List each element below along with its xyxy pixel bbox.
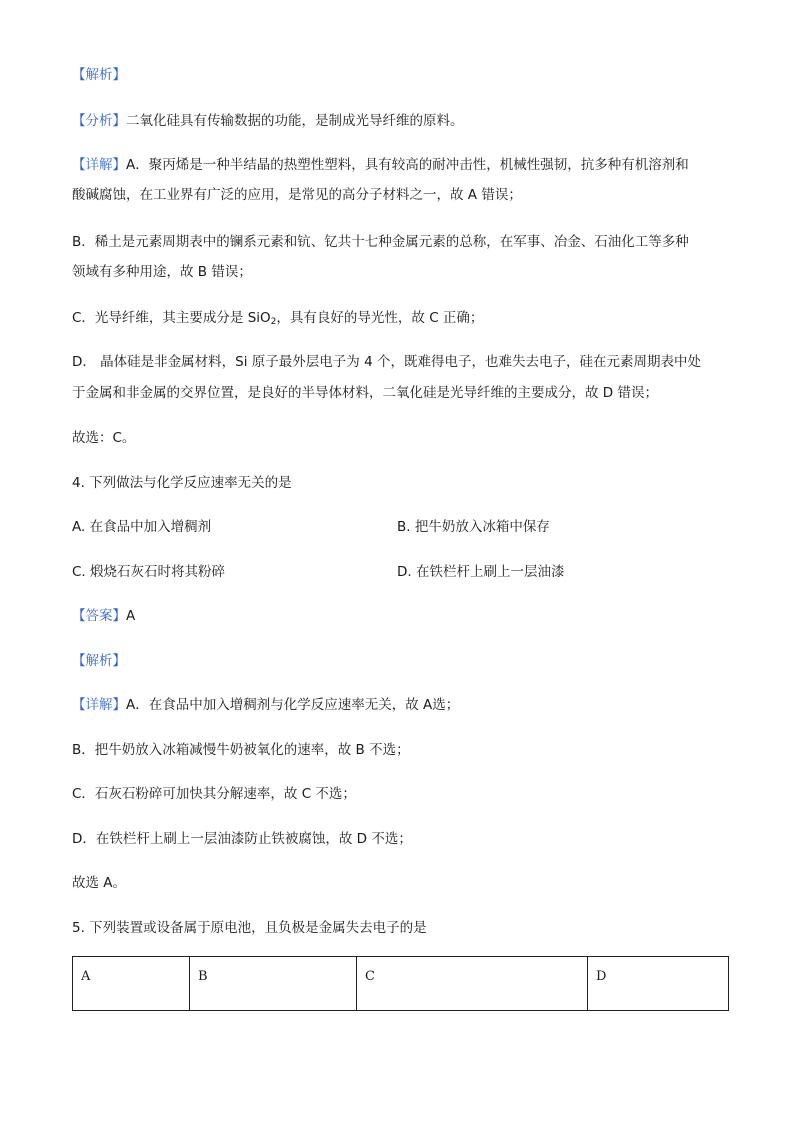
- q4-choice: 故选 A。: [72, 875, 127, 891]
- q4-detail-a: [72, 691, 732, 720]
- table-cell-d: D: [588, 957, 729, 1011]
- q4-stem: 4. 下列做法与化学反应速率无关的是: [72, 475, 292, 491]
- q4-analysis-heading: 【解析】: [72, 653, 126, 669]
- q4-answer: [72, 602, 732, 631]
- q3-detail-c: [72, 304, 732, 337]
- q3-detail-d-line2: 于金属和非金属的交界位置，是良好的半导体材料，二氧化硅是光导纤维的主要成分，故 D 错误；: [72, 385, 658, 401]
- q3-choice: 故选：C。: [72, 430, 136, 446]
- q5-options-table: [72, 956, 729, 1011]
- q3-detail-b-line1: B．稀土是元素周期表中的镧系元素和钪、钇共十七种金属元素的总称，在军事、冶金、石油化工等多种: [72, 234, 689, 250]
- table-cell-c: C: [357, 957, 588, 1011]
- fenxi-text: 二氧化硅具有传输数据的功能，是制成光导纤维的原料。: [126, 113, 464, 129]
- q4-option-d: D. 在铁栏杆上刷上一层油漆: [397, 564, 565, 580]
- q4-detail-c: C．石灰石粉碎可加快其分解速率，故 C 不选；: [72, 786, 356, 802]
- q3-c-pre: C．光导纤维，其主要成分是 SiO: [72, 310, 271, 326]
- q4-detail-d: D．在铁栏杆上刷上一层油漆防止铁被腐蚀，故 D 不选；: [72, 831, 412, 847]
- q4-detail-b: B．把牛奶放入冰箱减慢牛奶被氧化的速率，故 B 不选；: [72, 742, 410, 758]
- xiangjie-label: 【详解】: [72, 157, 126, 173]
- fenxi-label: 【分析】: [72, 113, 126, 129]
- q3-detail-b-line2: 领域有多种用途，故 B 错误；: [72, 264, 252, 280]
- analysis-heading: 【解析】: [72, 67, 126, 83]
- answer-label: 【答案】: [72, 608, 126, 624]
- table-cell-b: B: [190, 957, 357, 1011]
- q3-a-line1-text: A．聚丙烯是一种半结晶的热塑性塑料，具有较高的耐冲击性，机械性强韧，抗多种有机溶剂和: [126, 157, 689, 173]
- q3-analysis: [72, 107, 732, 136]
- q3-c-post: ，具有良好的导光性，故 C 正确；: [276, 310, 484, 326]
- q3-detail-a-line1: [72, 151, 732, 180]
- table-row: [73, 957, 729, 1011]
- table-cell-a: A: [73, 957, 190, 1011]
- q4-option-a: A. 在食品中加入增稠剂: [72, 519, 212, 535]
- answer-value: A: [126, 608, 136, 624]
- q4-option-c: C. 煅烧石灰石时将其粉碎: [72, 564, 226, 580]
- q3-detail-d-line1: D． 晶体硅是非金属材料，Si 原子最外层电子为 4 个，既难得电子，也难失去电子，硅在元素周期表中处: [72, 354, 701, 370]
- q4-xiangjie-label: 【详解】: [72, 697, 126, 713]
- q3-detail-a-line2: 酸碱腐蚀，在工业界有广泛的应用，是常见的高分子材料之一，故 A 错误；: [72, 187, 522, 203]
- q4-a-text: A．在食品中加入增稠剂与化学反应速率无关，故 A选；: [126, 697, 460, 713]
- q5-stem: 5. 下列装置或设备属于原电池，且负极是金属失去电子的是: [72, 920, 427, 936]
- q4-option-b: B. 把牛奶放入冰箱中保存: [397, 519, 550, 535]
- q3-c-subscript: 2: [270, 317, 277, 327]
